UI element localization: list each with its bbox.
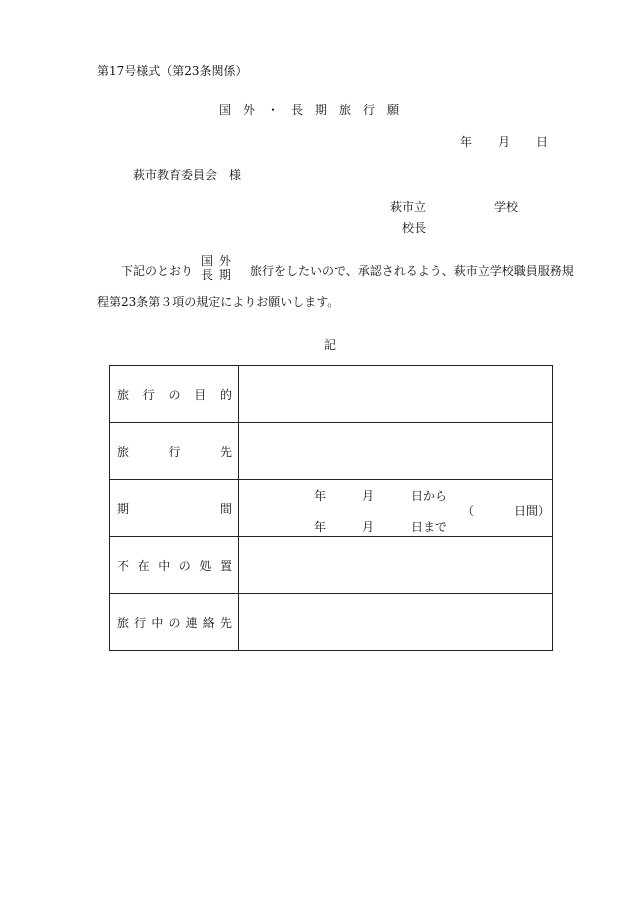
table-row <box>110 480 553 537</box>
date-line <box>460 133 548 150</box>
period-days-open: （ <box>462 504 475 518</box>
table-row <box>110 423 553 480</box>
period-from-day: 日から <box>411 489 448 503</box>
period-label: 期 間 <box>110 480 239 537</box>
destination-value[interactable] <box>239 423 553 480</box>
school-line <box>390 198 518 215</box>
choice-long-term: 長期 <box>201 268 238 282</box>
period-to-month: 月 <box>362 520 375 534</box>
table-row <box>110 594 553 651</box>
purpose-label: 旅 行 の 目 的 <box>110 366 239 423</box>
principal-label: 校長 <box>402 221 427 235</box>
absence-arrangement-label: 不 在 中 の 処 置 <box>110 537 239 594</box>
purpose-value[interactable] <box>239 366 553 423</box>
choice-overseas: 国外 <box>201 254 238 268</box>
table-row <box>110 366 553 423</box>
travel-type-choice <box>201 254 237 282</box>
body-lead: 下記のとおり <box>121 264 194 278</box>
body-line1: 旅行をしたいので、承認されるよう、萩市立学校職員服務規 <box>250 264 574 278</box>
period-to-year: 年 <box>314 520 327 534</box>
addressee: 萩市教育委員会 様 <box>133 168 242 182</box>
period-days-label: 日間） <box>514 504 551 518</box>
document-title: 国外・長期旅行願 <box>218 103 411 117</box>
period-from-year: 年 <box>314 489 327 503</box>
form-number: 第17号様式（第23条関係） <box>97 64 248 78</box>
period-from-month: 月 <box>362 489 375 503</box>
school-prefix: 萩市立 <box>390 200 427 214</box>
period-to-day: 日まで <box>411 520 448 534</box>
table-row <box>110 537 553 594</box>
body-line2: 程第23条第３項の規定によりお願いします。 <box>97 295 340 309</box>
absence-arrangement-value[interactable] <box>239 537 553 594</box>
destination-label: 旅 行 先 <box>110 423 239 480</box>
ki-heading: 記 <box>323 338 336 352</box>
date-year: 年 <box>460 135 473 149</box>
contact-value[interactable] <box>239 594 553 651</box>
school-suffix: 学校 <box>494 200 519 214</box>
date-month: 月 <box>498 135 511 149</box>
application-table <box>109 365 553 651</box>
period-value[interactable] <box>239 480 553 537</box>
contact-label: 旅 行 中 の 連 絡 先 <box>110 594 239 651</box>
date-day: 日 <box>536 135 549 149</box>
